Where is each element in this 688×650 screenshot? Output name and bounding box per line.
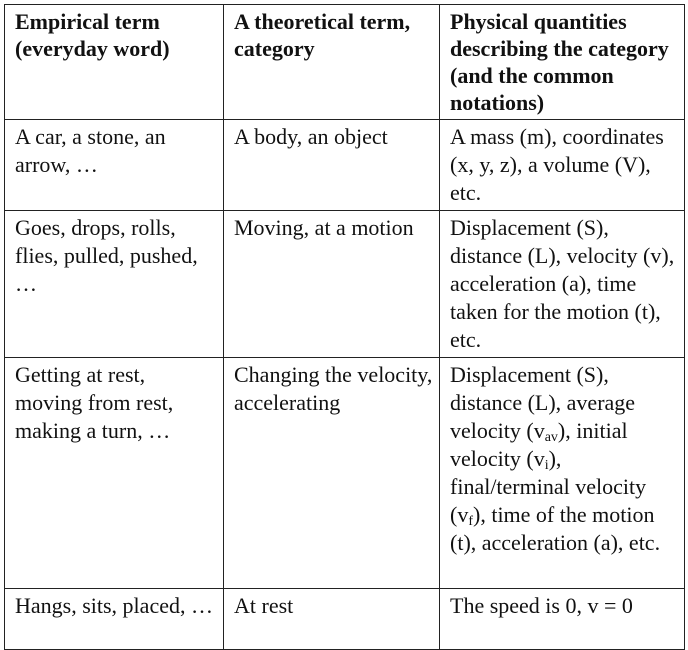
subscript-i: i xyxy=(544,458,549,473)
cell-quantities: Displacement (S), distance (L), velocity (v), acceleration (a), time taken for the motion (t), etc. xyxy=(440,211,685,358)
cell-quantities: The speed is 0, v = 0 xyxy=(440,589,685,650)
quantities-text-1: Displacement (S), distance (L), average velocity (v xyxy=(450,362,636,443)
header-empirical-term: Empirical term (everyday word) xyxy=(5,5,224,120)
header-physical-quantities: Physical quantities describing the category (and the common notations) xyxy=(440,5,685,120)
subscript-f: f xyxy=(468,514,473,529)
quantities-text-3: ), final/terminal velocity (v xyxy=(450,446,647,527)
cell-theoretical: Changing the velocity, accelerating xyxy=(224,358,440,589)
cell-theoretical: Moving, at a motion xyxy=(224,211,440,358)
table-row xyxy=(5,358,685,589)
subscript-av: av xyxy=(544,430,558,445)
table-row xyxy=(5,211,685,358)
cell-quantities: A mass (m), coordinates (x, y, z), a volume (V), etc. xyxy=(440,120,685,211)
physics-terms-table xyxy=(4,4,685,650)
table-row xyxy=(5,589,685,650)
quantities-text-4: ), time of the motion (t), acceleration (a), etc. xyxy=(450,502,661,555)
quantities-text-2: ), initial velocity (v xyxy=(450,418,628,471)
cell-empirical: Hangs, sits, placed, … xyxy=(5,589,224,650)
cell-empirical: Getting at rest, moving from rest, making a turn, … xyxy=(5,358,224,589)
header-theoretical-term: A theoretical term, category xyxy=(224,5,440,120)
cell-empirical: Goes, drops, rolls, flies, pulled, pushed, … xyxy=(5,211,224,358)
cell-theoretical: At rest xyxy=(224,589,440,650)
cell-empirical: A car, a stone, an arrow, … xyxy=(5,120,224,211)
cell-theoretical: A body, an object xyxy=(224,120,440,211)
table-row xyxy=(5,120,685,211)
header-row xyxy=(5,5,685,120)
cell-quantities xyxy=(440,358,685,589)
